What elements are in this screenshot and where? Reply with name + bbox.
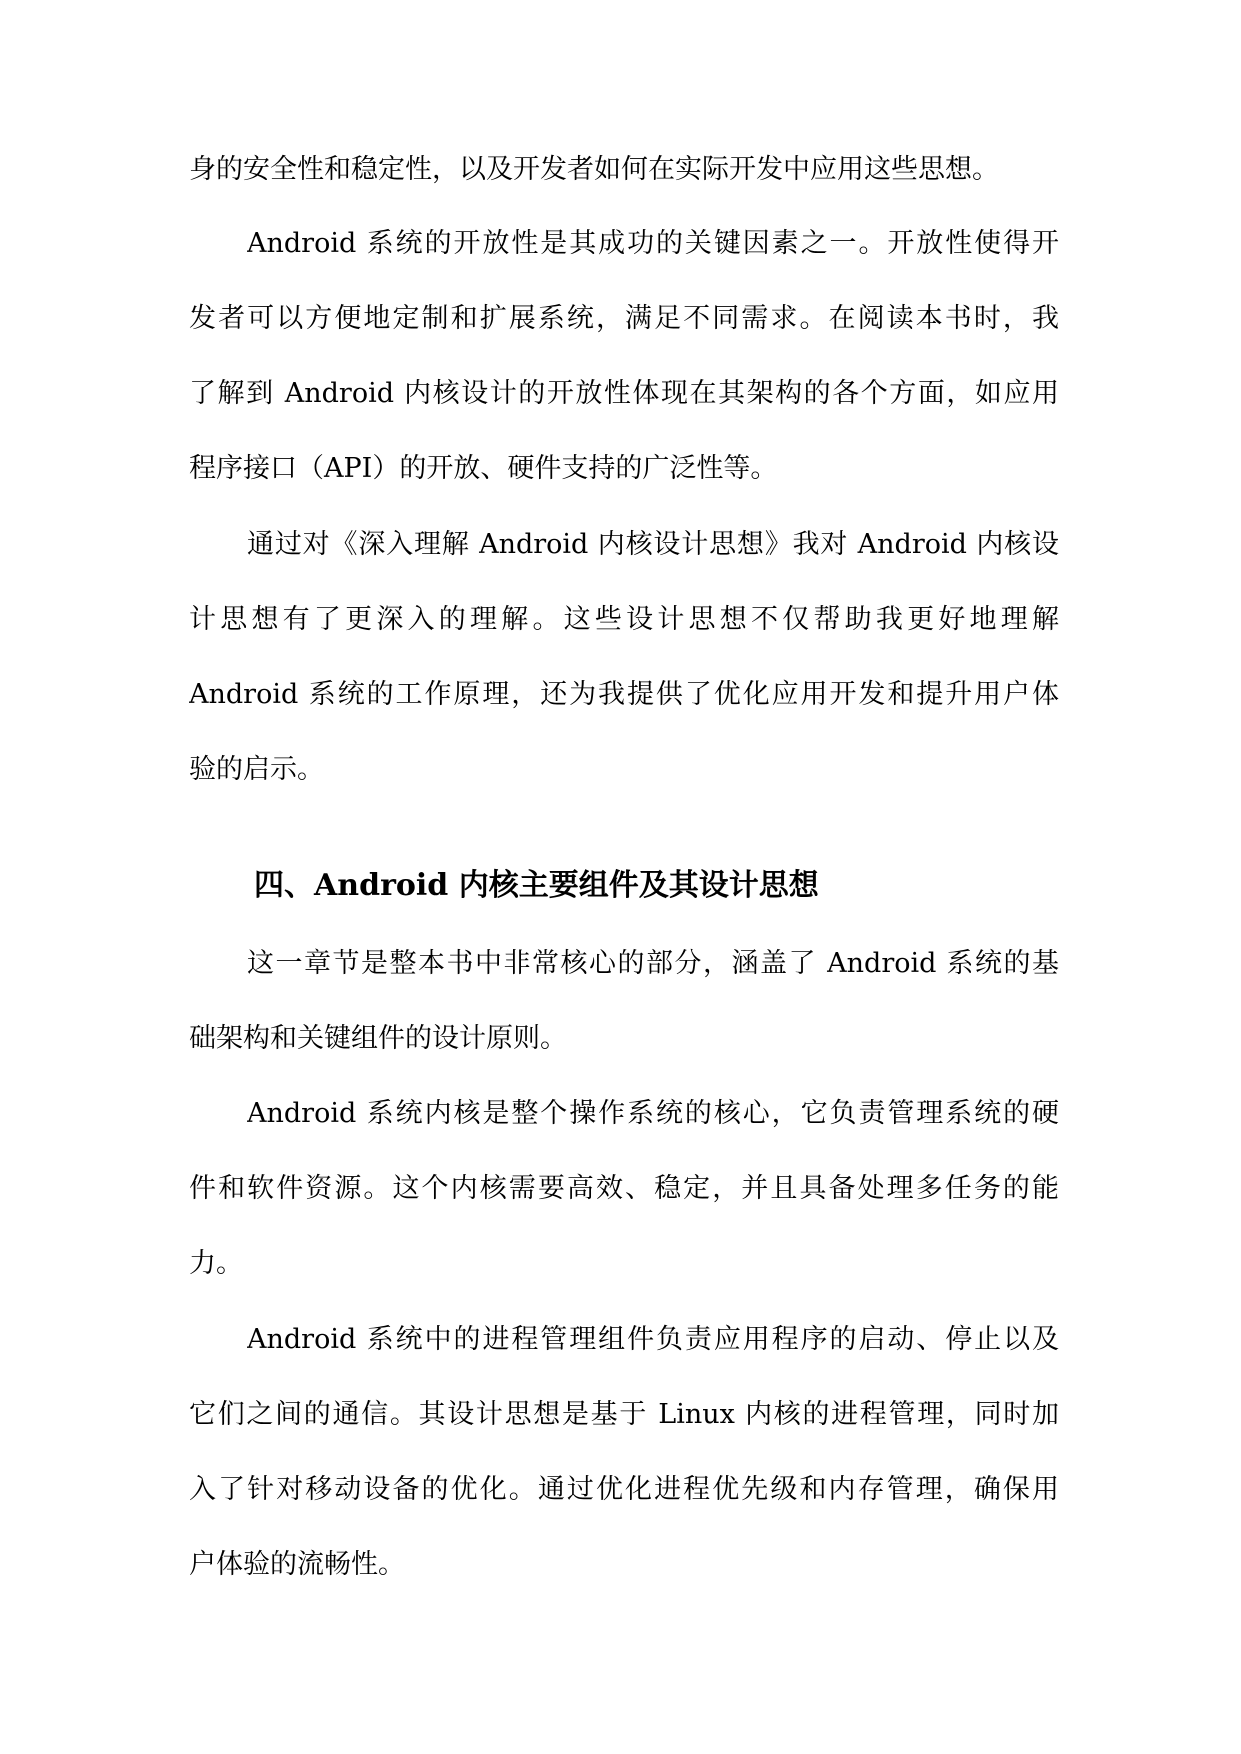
paragraph-line: 发者可以方便地定制和扩展系统，满足不同需求。在阅读本书时，我 [189,303,1059,334]
paragraph-line: 它们之间的通信。其设计思想是基于 Linux 内核的进程管理，同时加 [189,1399,1059,1430]
paragraph-line: 件和软件资源。这个内核需要高效、稳定，并且具备处理多任务的能 [189,1173,1059,1204]
paragraph-line: 验的启示。 [189,754,324,785]
paragraph-line: 身的安全性和稳定性，以及开发者如何在实际开发中应用这些思想。 [189,154,999,185]
paragraph-line: 力。 [189,1248,243,1279]
paragraph-line: 础架构和关键组件的设计原则。 [189,1023,567,1054]
paragraph-line: Android 系统的开放性是其成功的关键因素之一。开放性使得开 [247,228,1059,259]
paragraph-line: 户体验的流畅性。 [189,1549,405,1580]
paragraph-line: 这一章节是整本书中非常核心的部分，涵盖了 Android 系统的基 [247,948,1059,979]
paragraph-line: Android 系统中的进程管理组件负责应用程序的启动、停止以及 [247,1324,1059,1355]
paragraph-line: 了解到 Android 内核设计的开放性体现在其架构的各个方面，如应用 [189,378,1059,409]
paragraph-line: 程序接口（API）的开放、硬件支持的广泛性等。 [189,453,778,484]
paragraph-line: 计思想有了更深入的理解。这些设计思想不仅帮助我更好地理解 [189,604,1059,635]
section-heading: 四、Android 内核主要组件及其设计思想 [254,868,819,903]
paragraph-line: 入了针对移动设备的优化。通过优化进程优先级和内存管理，确保用 [189,1474,1059,1505]
paragraph-line: Android 系统的工作原理，还为我提供了优化应用开发和提升用户体 [189,679,1059,710]
paragraph-line: 通过对《深入理解 Android 内核设计思想》我对 Android 内核设 [247,529,1059,560]
paragraph-line: Android 系统内核是整个操作系统的核心，它负责管理系统的硬 [247,1098,1059,1129]
